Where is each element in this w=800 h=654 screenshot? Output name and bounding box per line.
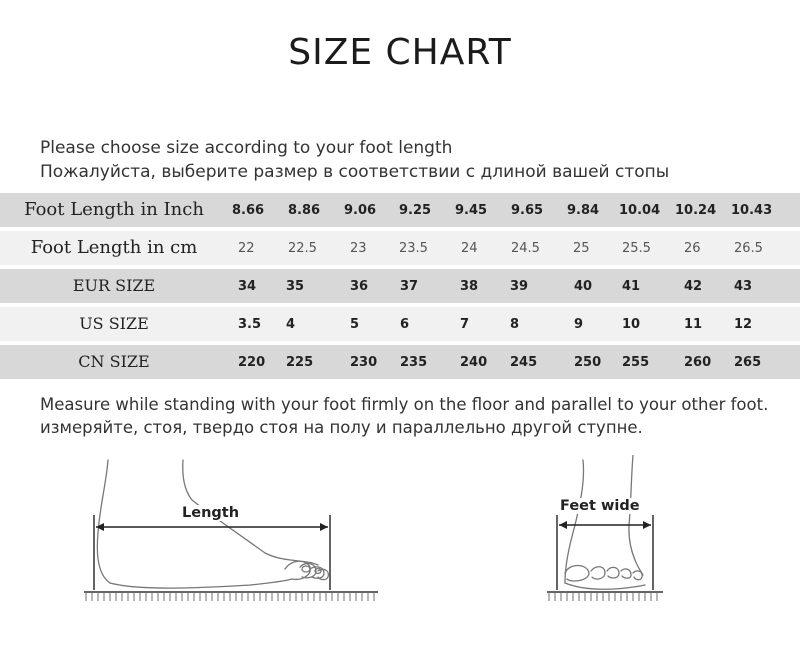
toenail-icon — [302, 566, 310, 572]
table-cell: 220 — [238, 355, 266, 370]
table-cell: 8.86 — [288, 203, 321, 218]
foot-outline-icon — [110, 579, 292, 588]
table-cell: 9.06 — [344, 203, 377, 218]
table-cell: 245 — [510, 355, 538, 370]
table-cell: 41 — [622, 279, 641, 294]
table-cell: 10.04 — [619, 203, 661, 218]
table-cell: 8.66 — [232, 203, 265, 218]
table-cell: 39 — [510, 279, 529, 294]
table-cell: 4 — [286, 317, 296, 332]
note-line-en: Measure while standing with your foot firmly on the floor and parallel to your other foot. — [40, 395, 769, 414]
table-cell: 240 — [460, 355, 488, 370]
table-row-cn — [0, 345, 800, 379]
row-label: US SIZE — [79, 314, 149, 333]
table-cell: 3.5 — [238, 317, 262, 332]
table-cell: 230 — [350, 355, 378, 370]
leg-outline-icon — [565, 460, 584, 583]
table-cell: 40 — [574, 279, 593, 294]
table-cell: 34 — [238, 279, 257, 294]
table-cell: 23.5 — [399, 241, 428, 256]
table-cell: 9.25 — [399, 203, 432, 218]
row-label: Foot Length in Inch — [24, 199, 204, 220]
table-cell: 23 — [350, 241, 367, 256]
table-cell: 11 — [684, 317, 703, 332]
toe-icon — [621, 569, 631, 578]
note-line-ru: измеряйте, стоя, твердо стоя на полу и параллельно другой ступне. — [40, 418, 643, 437]
table-cell: 8 — [510, 317, 520, 332]
intro-text — [40, 136, 669, 184]
table-cell: 9 — [574, 317, 584, 332]
arrow-right-icon — [643, 521, 651, 529]
table-cell: 25.5 — [622, 241, 651, 256]
table-cell: 36 — [350, 279, 369, 294]
table-cell: 24.5 — [511, 241, 540, 256]
leg-outline-icon — [629, 455, 643, 575]
table-cell: 12 — [734, 317, 753, 332]
table-cell: 9.84 — [567, 203, 600, 218]
table-cell: 7 — [460, 317, 470, 332]
toe-icon — [591, 567, 605, 579]
page-title: SIZE CHART — [288, 32, 512, 73]
ruler-ticks — [86, 593, 374, 601]
row-label: EUR SIZE — [72, 276, 156, 295]
table-cell: 26 — [684, 241, 701, 256]
size-table — [0, 193, 800, 383]
table-cell: 6 — [400, 317, 410, 332]
table-cell: 26.5 — [734, 241, 763, 256]
table-cell: 255 — [622, 355, 650, 370]
toe-icon — [633, 571, 642, 580]
table-cell: 10.43 — [731, 203, 773, 218]
table-cell: 35 — [286, 279, 305, 294]
table-row-us — [0, 307, 800, 341]
table-cell: 265 — [734, 355, 762, 370]
toe-icon — [565, 566, 589, 582]
table-cell: 5 — [350, 317, 360, 332]
row-label: CN SIZE — [78, 352, 150, 371]
arrow-right-icon — [320, 523, 328, 531]
foot-width-illustration — [545, 455, 665, 615]
table-cell: 10.24 — [675, 203, 717, 218]
table-cell: 43 — [734, 279, 753, 294]
table-cell: 25 — [573, 241, 590, 256]
arrow-left-icon — [559, 521, 567, 529]
foot-length-illustration — [80, 455, 380, 615]
table-cell: 235 — [400, 355, 428, 370]
table-cell: 37 — [400, 279, 419, 294]
table-cell: 42 — [684, 279, 703, 294]
table-row-eur — [0, 269, 800, 303]
arrow-left-icon — [96, 523, 104, 531]
table-row-cm — [0, 231, 800, 265]
measure-note — [40, 393, 768, 439]
ruler-ticks — [549, 593, 657, 601]
toe-icon — [607, 567, 619, 578]
table-cell: 10 — [622, 317, 641, 332]
row-label: Foot Length in cm — [30, 237, 198, 258]
table-cell: 9.65 — [511, 203, 544, 218]
table-cell: 9.45 — [455, 203, 488, 218]
table-cell: 22.5 — [288, 241, 317, 256]
width-label: Feet wide — [560, 498, 640, 514]
foot-outline-icon — [565, 583, 645, 589]
table-cell: 225 — [286, 355, 314, 370]
table-row-inch — [0, 193, 800, 227]
table-cell: 22 — [238, 241, 255, 256]
leg-outline-icon — [97, 460, 110, 583]
intro-line-en: Please choose size according to your foot length — [40, 138, 453, 158]
table-cell: 38 — [460, 279, 479, 294]
table-cell: 24 — [461, 241, 478, 256]
table-cell: 260 — [684, 355, 712, 370]
length-label: Length — [182, 505, 240, 521]
table-cell: 250 — [574, 355, 602, 370]
intro-line-ru: Пожалуйста, выберите размер в соответствии с длиной вашей стопы — [40, 162, 670, 182]
